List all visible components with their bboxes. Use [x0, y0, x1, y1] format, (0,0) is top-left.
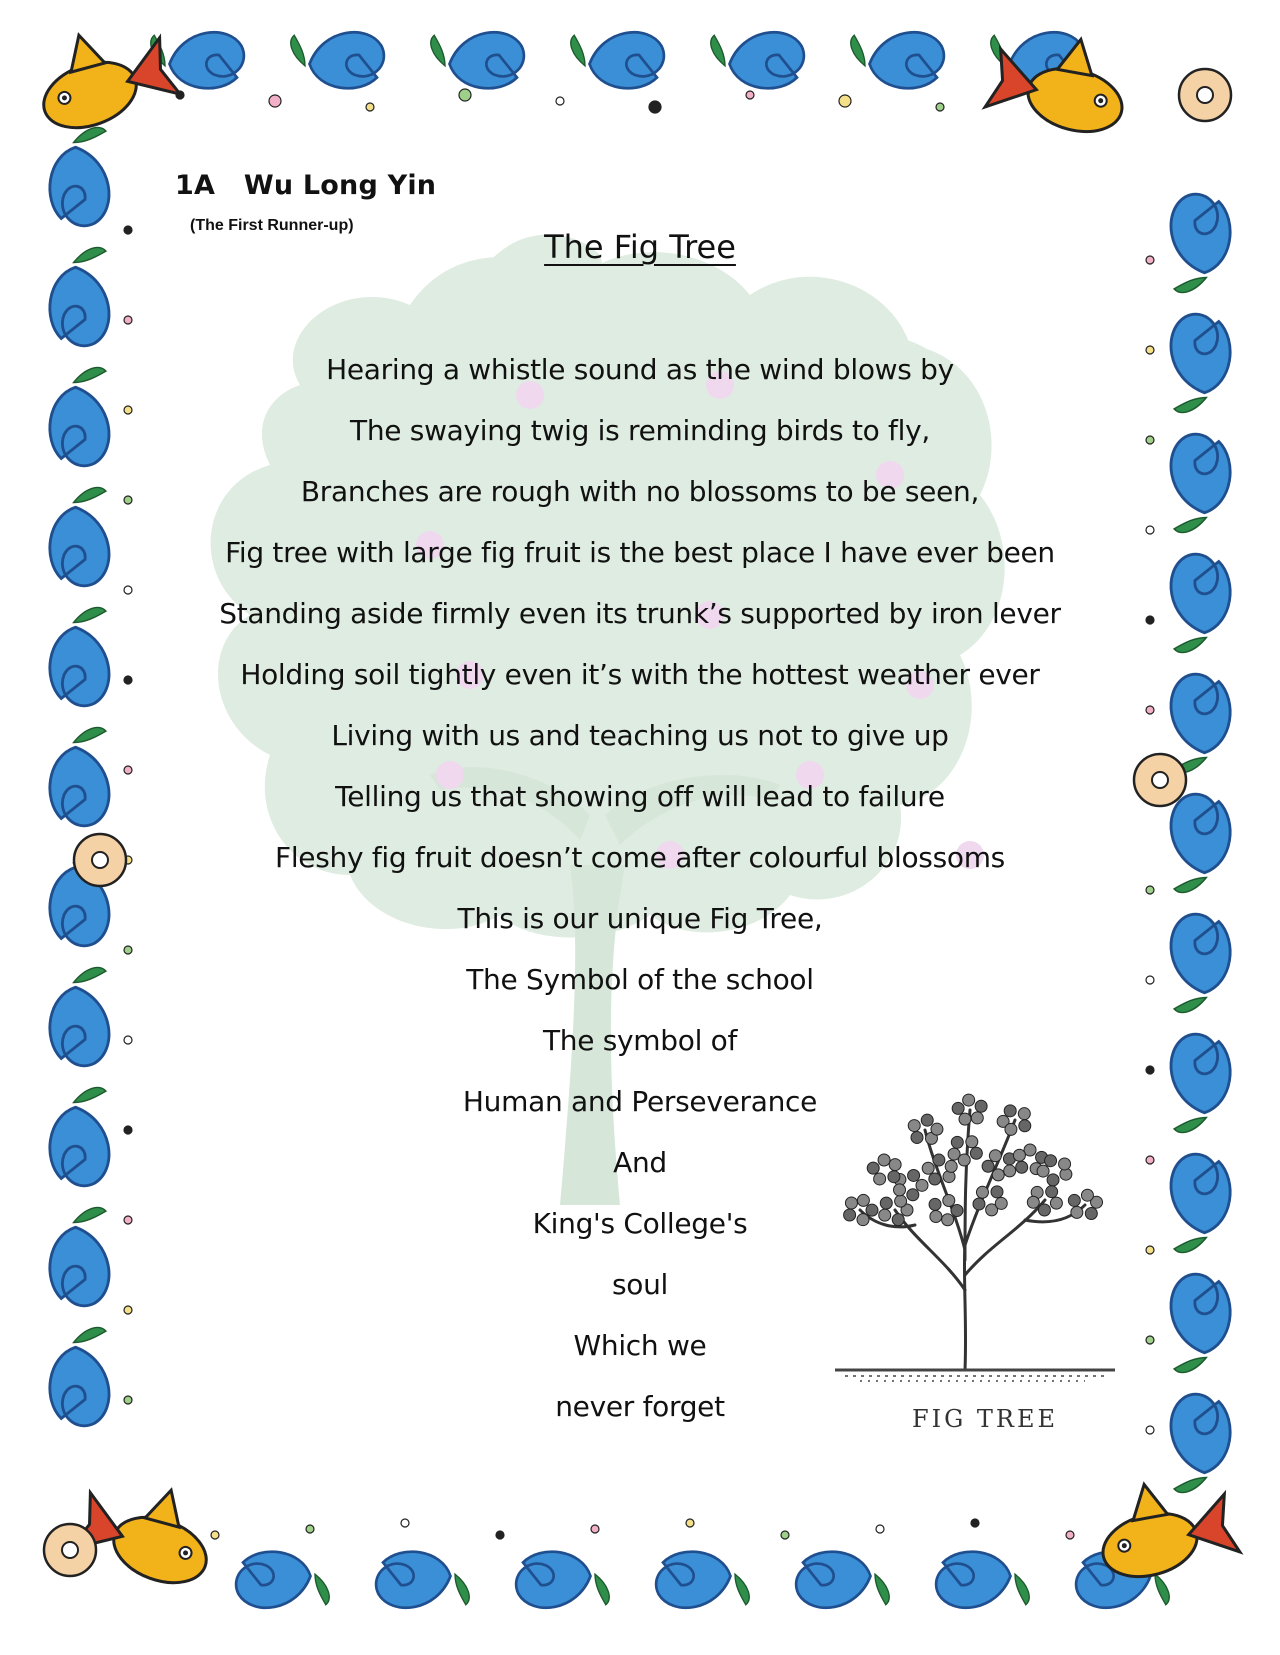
- ribbon-swirl-icon: [571, 32, 664, 88]
- ribbon-swirl-icon: [1171, 1394, 1230, 1492]
- ribbon-swirl-icon: [936, 1552, 1029, 1608]
- ribbon-swirl-icon: [50, 968, 109, 1066]
- poem-line: Holding soil tightly even it’s with the hottest weather ever: [240, 658, 1040, 691]
- ribbon-swirl-icon: [1171, 434, 1230, 532]
- ribbon-swirl-icon: [50, 368, 109, 466]
- poem-line: never forget: [555, 1390, 725, 1423]
- poem-line: Living with us and teaching us not to give up: [331, 719, 949, 752]
- ribbon-swirl-icon: [1171, 1034, 1230, 1132]
- ribbon-swirl-icon: [50, 488, 109, 586]
- poem-line: The Symbol of the school: [466, 963, 814, 996]
- ribbon-swirl-icon: [711, 32, 804, 88]
- poem-line: Fig tree with large fig fruit is the best place I have ever been: [225, 536, 1055, 569]
- poem-line: King's College's: [532, 1207, 748, 1240]
- poem-line: Standing aside firmly even its trunk’s supported by iron lever: [219, 597, 1061, 630]
- ribbon-swirl-icon: [376, 1552, 469, 1608]
- ribbon-swirl-icon: [1171, 914, 1230, 1012]
- ribbon-swirl-icon: [1171, 554, 1230, 652]
- ribbon-swirl-icon: [516, 1552, 609, 1608]
- fish-bottom-right-icon: [1088, 1465, 1240, 1586]
- ribbon-swirl-icon: [1171, 674, 1230, 772]
- award-label: (The First Runner-up): [190, 217, 354, 234]
- ribbon-swirl-icon: [1171, 314, 1230, 412]
- author-name: 1A Wu Long Yin: [175, 170, 437, 201]
- ribbon-swirl-icon: [1171, 1274, 1230, 1372]
- poem-title-text: The Fig Tree: [544, 228, 736, 266]
- poem-line: Which we: [573, 1329, 707, 1362]
- ribbon-swirl-icon: [50, 1208, 109, 1306]
- shell-icon: [1179, 69, 1231, 121]
- ribbon-swirl-icon: [291, 32, 384, 88]
- poem-line: Telling us that showing off will lead to failure: [335, 780, 945, 813]
- ribbon-swirl-icon: [236, 1552, 329, 1608]
- poem-line: Branches are rough with no blossoms to be seen,: [300, 475, 980, 508]
- ribbon-swirl-icon: [50, 728, 109, 826]
- fig-tree-icon: [815, 1060, 1135, 1400]
- fish-top-left-icon: [24, 10, 180, 140]
- poem-line: Hearing a whistle sound as the wind blows by: [326, 353, 954, 386]
- poem-title: [0, 228, 1280, 266]
- ribbon-swirl-icon: [50, 1088, 109, 1186]
- ribbon-swirl-icon: [1171, 794, 1230, 892]
- poem-line: The symbol of: [542, 1024, 738, 1057]
- poem-line: And: [613, 1146, 667, 1179]
- poem-line: Fleshy fig fruit doesn’t come after colourful blossoms: [275, 841, 1005, 874]
- poem-line: Human and Perseverance: [462, 1085, 818, 1118]
- poem-line: This is our unique Fig Tree,: [457, 902, 823, 935]
- poem-line: soul: [611, 1268, 669, 1301]
- poem-line: The swaying twig is reminding birds to fly,: [350, 414, 930, 447]
- ribbon-swirl-icon: [796, 1552, 889, 1608]
- ribbon-swirl-icon: [50, 128, 109, 226]
- ribbon-swirl-icon: [431, 32, 524, 88]
- ribbon-swirl-icon: [656, 1552, 749, 1608]
- shell-icon: [74, 834, 126, 886]
- fish-bottom-left-icon: [70, 1465, 226, 1595]
- ribbon-swirl-icon: [1171, 1154, 1230, 1252]
- ribbon-swirl-icon: [50, 1328, 109, 1426]
- ribbon-swirl-icon: [50, 608, 109, 706]
- fig-tree-caption: FIG TREE: [911, 1405, 1059, 1433]
- ribbon-swirl-icon: [851, 32, 944, 88]
- shell-icon: [44, 1524, 96, 1576]
